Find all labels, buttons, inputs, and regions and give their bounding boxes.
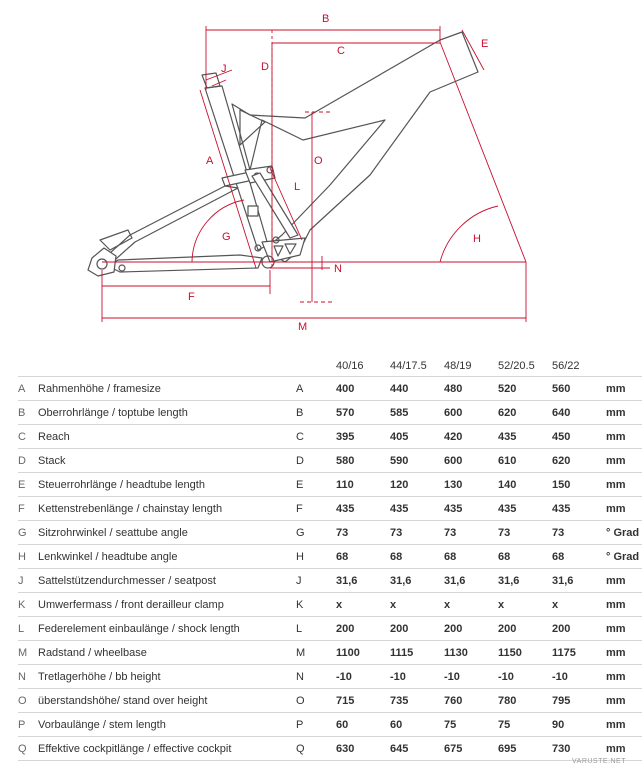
row-code: L bbox=[296, 617, 336, 641]
row-unit: mm bbox=[606, 617, 642, 641]
size-header: 40/16 bbox=[336, 360, 364, 372]
row-value: x bbox=[498, 593, 552, 617]
row-value: 640 bbox=[552, 401, 606, 425]
row-code: K bbox=[296, 593, 336, 617]
row-code: J bbox=[296, 569, 336, 593]
row-value: -10 bbox=[498, 665, 552, 689]
row-label: Sattelstützendurchmesser / seatpost bbox=[38, 569, 296, 593]
row-value: 1100 bbox=[336, 641, 390, 665]
watermark: VARUSTE.NET bbox=[572, 758, 626, 765]
row-letter: L bbox=[18, 617, 38, 641]
row-value: -10 bbox=[444, 665, 498, 689]
row-label: Steuerrohrlänge / headtube length bbox=[38, 473, 296, 497]
row-value: 520 bbox=[498, 377, 552, 401]
header-row bbox=[18, 356, 642, 377]
row-value: 73 bbox=[444, 521, 498, 545]
row-value: 695 bbox=[498, 737, 552, 761]
row-value: 75 bbox=[498, 713, 552, 737]
row-label: Reach bbox=[38, 425, 296, 449]
label-g: G bbox=[222, 231, 231, 243]
row-value: 31,6 bbox=[552, 569, 606, 593]
table-row bbox=[18, 521, 642, 545]
row-value: 73 bbox=[498, 521, 552, 545]
row-value: 620 bbox=[552, 449, 606, 473]
table-row bbox=[18, 545, 642, 569]
row-value: 795 bbox=[552, 689, 606, 713]
header-empty-letter bbox=[18, 356, 38, 377]
row-value: 600 bbox=[444, 449, 498, 473]
row-code: Q bbox=[296, 737, 336, 761]
row-label: Kettenstrebenlänge / chainstay length bbox=[38, 497, 296, 521]
row-value: 68 bbox=[498, 545, 552, 569]
row-value: x bbox=[336, 593, 390, 617]
label-e: E bbox=[481, 38, 489, 50]
row-code: A bbox=[296, 377, 336, 401]
row-label: Federelement einbaulänge / shock length bbox=[38, 617, 296, 641]
table-row bbox=[18, 425, 642, 449]
row-value: x bbox=[444, 593, 498, 617]
row-value: 735 bbox=[390, 689, 444, 713]
table-row bbox=[18, 401, 642, 425]
row-value: 120 bbox=[390, 473, 444, 497]
size-header: 48/19 bbox=[444, 360, 472, 372]
row-value: 405 bbox=[390, 425, 444, 449]
row-letter: M bbox=[18, 641, 38, 665]
row-value: 610 bbox=[498, 449, 552, 473]
row-value: 570 bbox=[336, 401, 390, 425]
header-empty-label bbox=[38, 356, 296, 377]
row-value: 630 bbox=[336, 737, 390, 761]
header-empty-code bbox=[296, 356, 336, 377]
label-o: O bbox=[314, 155, 323, 167]
row-label: Oberrohrlänge / toptube length bbox=[38, 401, 296, 425]
row-letter: P bbox=[18, 713, 38, 737]
row-value: 68 bbox=[552, 545, 606, 569]
row-unit: mm bbox=[606, 473, 642, 497]
row-value: 31,6 bbox=[498, 569, 552, 593]
row-unit: mm bbox=[606, 497, 642, 521]
label-d: D bbox=[261, 61, 269, 73]
row-code: B bbox=[296, 401, 336, 425]
label-a: A bbox=[206, 155, 214, 167]
table-row bbox=[18, 665, 642, 689]
row-letter: F bbox=[18, 497, 38, 521]
geometry-table-header bbox=[18, 356, 642, 377]
row-letter: K bbox=[18, 593, 38, 617]
row-letter: A bbox=[18, 377, 38, 401]
row-letter: J bbox=[18, 569, 38, 593]
row-value: 75 bbox=[444, 713, 498, 737]
size-header: 52/20.5 bbox=[498, 360, 535, 372]
row-value: 200 bbox=[336, 617, 390, 641]
row-code: H bbox=[296, 545, 336, 569]
row-letter: O bbox=[18, 689, 38, 713]
frame-drawing bbox=[88, 32, 478, 276]
row-letter: H bbox=[18, 545, 38, 569]
row-value: 90 bbox=[552, 713, 606, 737]
row-value: 1150 bbox=[498, 641, 552, 665]
row-label: Stack bbox=[38, 449, 296, 473]
row-letter: C bbox=[18, 425, 38, 449]
row-value: 73 bbox=[552, 521, 606, 545]
table-row bbox=[18, 497, 642, 521]
row-unit: mm bbox=[606, 449, 642, 473]
table-row bbox=[18, 473, 642, 497]
row-value: 31,6 bbox=[336, 569, 390, 593]
table-row bbox=[18, 617, 642, 641]
row-value: 1115 bbox=[390, 641, 444, 665]
row-value: 435 bbox=[336, 497, 390, 521]
row-value: -10 bbox=[552, 665, 606, 689]
row-value: -10 bbox=[336, 665, 390, 689]
row-code: C bbox=[296, 425, 336, 449]
row-unit: ° Grad bbox=[606, 521, 642, 545]
row-unit: mm bbox=[606, 377, 642, 401]
row-value: 435 bbox=[498, 497, 552, 521]
row-value: 585 bbox=[390, 401, 444, 425]
row-value: 675 bbox=[444, 737, 498, 761]
label-h: H bbox=[473, 233, 481, 245]
row-unit: mm bbox=[606, 569, 642, 593]
row-value: 73 bbox=[336, 521, 390, 545]
row-value: 68 bbox=[336, 545, 390, 569]
table-row bbox=[18, 593, 642, 617]
table-row bbox=[18, 737, 642, 761]
row-value: 60 bbox=[390, 713, 444, 737]
row-letter: B bbox=[18, 401, 38, 425]
row-unit: mm bbox=[606, 665, 642, 689]
row-code: M bbox=[296, 641, 336, 665]
row-label: Umwerfermass / front derailleur clamp bbox=[38, 593, 296, 617]
row-value: 73 bbox=[390, 521, 444, 545]
row-value: 590 bbox=[390, 449, 444, 473]
table-row bbox=[18, 689, 642, 713]
geometry-table-body bbox=[18, 377, 642, 761]
row-label: Effektive cockpitlänge / effective cockpit bbox=[38, 737, 296, 761]
row-label: überstandshöhe/ stand over height bbox=[38, 689, 296, 713]
row-value: 440 bbox=[390, 377, 444, 401]
row-value: 140 bbox=[498, 473, 552, 497]
row-code: G bbox=[296, 521, 336, 545]
row-value: -10 bbox=[390, 665, 444, 689]
row-unit: mm bbox=[606, 737, 642, 761]
row-value: 560 bbox=[552, 377, 606, 401]
row-value: x bbox=[390, 593, 444, 617]
table-row bbox=[18, 641, 642, 665]
label-f: F bbox=[188, 291, 195, 303]
row-value: 200 bbox=[390, 617, 444, 641]
row-value: 600 bbox=[444, 401, 498, 425]
row-code: F bbox=[296, 497, 336, 521]
row-unit: ° Grad bbox=[606, 545, 642, 569]
row-value: 200 bbox=[444, 617, 498, 641]
table-row bbox=[18, 713, 642, 737]
row-letter: E bbox=[18, 473, 38, 497]
row-unit: mm bbox=[606, 401, 642, 425]
label-c: C bbox=[337, 45, 345, 57]
label-n: N bbox=[334, 263, 342, 275]
row-code: O bbox=[296, 689, 336, 713]
row-label: Lenkwinkel / headtube angle bbox=[38, 545, 296, 569]
row-code: D bbox=[296, 449, 336, 473]
size-header: 44/17.5 bbox=[390, 360, 427, 372]
row-value: 130 bbox=[444, 473, 498, 497]
row-value: 31,6 bbox=[444, 569, 498, 593]
row-code: P bbox=[296, 713, 336, 737]
geometry-table bbox=[18, 356, 642, 761]
row-label: Sitzrohrwinkel / seattube angle bbox=[38, 521, 296, 545]
row-value: 68 bbox=[390, 545, 444, 569]
row-value: 1175 bbox=[552, 641, 606, 665]
row-value: 435 bbox=[552, 497, 606, 521]
row-value: 780 bbox=[498, 689, 552, 713]
row-value: 435 bbox=[498, 425, 552, 449]
row-unit: mm bbox=[606, 689, 642, 713]
row-unit: mm bbox=[606, 593, 642, 617]
row-unit: mm bbox=[606, 713, 642, 737]
row-value: 620 bbox=[498, 401, 552, 425]
row-value: 395 bbox=[336, 425, 390, 449]
row-letter: N bbox=[18, 665, 38, 689]
row-value: 400 bbox=[336, 377, 390, 401]
row-value: 200 bbox=[498, 617, 552, 641]
label-l: L bbox=[294, 181, 301, 193]
header-empty-unit bbox=[606, 356, 642, 377]
row-value: 60 bbox=[336, 713, 390, 737]
row-code: N bbox=[296, 665, 336, 689]
label-m: M bbox=[298, 321, 308, 333]
row-value: 730 bbox=[552, 737, 606, 761]
size-header: 56/22 bbox=[552, 360, 580, 372]
label-b: B bbox=[322, 13, 330, 25]
row-label: Radstand / wheelbase bbox=[38, 641, 296, 665]
row-value: 435 bbox=[444, 497, 498, 521]
table-row bbox=[18, 449, 642, 473]
row-value: x bbox=[552, 593, 606, 617]
row-label: Rahmenhöhe / framesize bbox=[38, 377, 296, 401]
table-row bbox=[18, 569, 642, 593]
row-value: 580 bbox=[336, 449, 390, 473]
row-value: 435 bbox=[390, 497, 444, 521]
row-value: 110 bbox=[336, 473, 390, 497]
row-letter: Q bbox=[18, 737, 38, 761]
row-value: 1130 bbox=[444, 641, 498, 665]
row-value: 31,6 bbox=[390, 569, 444, 593]
row-value: 450 bbox=[552, 425, 606, 449]
row-value: 760 bbox=[444, 689, 498, 713]
row-code: E bbox=[296, 473, 336, 497]
row-value: 200 bbox=[552, 617, 606, 641]
row-unit: mm bbox=[606, 641, 642, 665]
row-value: 68 bbox=[444, 545, 498, 569]
frame-geometry-diagram bbox=[0, 0, 630, 340]
row-value: 715 bbox=[336, 689, 390, 713]
label-j: J bbox=[221, 63, 227, 75]
row-unit: mm bbox=[606, 425, 642, 449]
row-label: Tretlagerhöhe / bb height bbox=[38, 665, 296, 689]
row-value: 645 bbox=[390, 737, 444, 761]
row-label: Vorbaulänge / stem length bbox=[38, 713, 296, 737]
table-row bbox=[18, 377, 642, 401]
row-value: 420 bbox=[444, 425, 498, 449]
row-letter: D bbox=[18, 449, 38, 473]
row-value: 480 bbox=[444, 377, 498, 401]
row-value: 150 bbox=[552, 473, 606, 497]
row-letter: G bbox=[18, 521, 38, 545]
